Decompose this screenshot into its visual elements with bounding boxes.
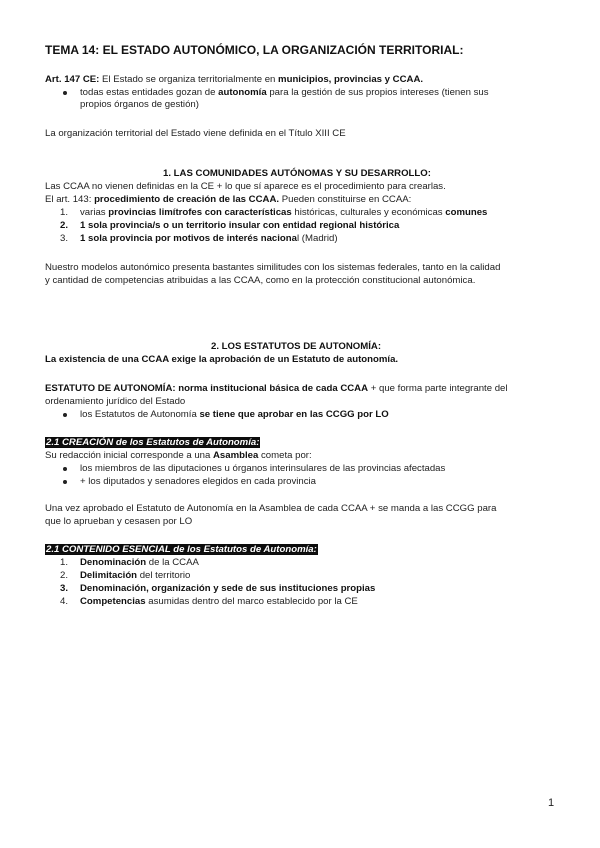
list-item — [80, 570, 190, 582]
estatuto-bullet-pre: los Estatutos de Autonomía — [80, 409, 200, 420]
list-item-pre: varias — [80, 207, 109, 218]
page-title: TEMA 14: EL ESTADO AUTONÓMICO, LA ORGANIZACIÓN TERRITORIAL: — [45, 43, 464, 57]
estatuto-definition-bold: ESTATUTO DE AUTONOMÍA: norma institucional básica de cada CCAA — [45, 383, 369, 394]
section2-heading: 2. LOS ESTATUTOS DE AUTONOMÍA: — [211, 341, 382, 352]
list-number: 3. — [59, 583, 68, 594]
list-item — [80, 583, 375, 595]
creation-bullet: + los diputados y senadores elegidos en cada provincia — [80, 476, 317, 487]
list-item-post: asumidas dentro del marco establecido por la CE — [145, 596, 358, 607]
section1-para-line2: y cantidad de competencias atribuidas a las CCAA, como en la protección constitucional autonómica. — [45, 275, 476, 286]
list-number: 1. — [59, 557, 68, 568]
page-number: 1 — [548, 797, 555, 809]
list-number: 1. — [59, 207, 68, 218]
creation-line-post: cometa por: — [258, 450, 312, 461]
creation-heading-text: 2.1 CREACIÓN de los Estatutos de Autonomía: — [46, 437, 260, 448]
list-number: 2. — [59, 570, 68, 581]
bullet-icon — [63, 480, 67, 484]
list-item-post: l (Madrid) — [297, 233, 338, 244]
creation-line — [45, 450, 312, 462]
list-item — [80, 207, 487, 219]
estatuto-definition-post: + que forma parte integrante del — [368, 383, 508, 394]
section1-para-line1: Nuestro modelos autonómico presenta bastantes similitudes con los sistemas federales, tanto en la calidad — [45, 262, 501, 273]
estatuto-bullet-bold: se tiene que aprobar en las CCGG por LO — [199, 409, 389, 420]
section1-line2-pre: El art. 143: — [45, 194, 95, 205]
approval-line1: Una vez aprobado el Estatuto de Autonomía en la Asamblea de cada CCAA + se manda a las CCGG para — [45, 503, 497, 514]
approval-line2: que lo aprueban y cesasen por LO — [45, 516, 193, 527]
list-item-bold: Delimitación — [80, 570, 138, 581]
list-item-bold: provincias limítrofes con características — [108, 207, 292, 218]
art147-bold: municipios, provincias y CCAA. — [278, 74, 424, 85]
estatuto-definition — [45, 383, 508, 395]
list-item-post: del territorio — [137, 570, 191, 581]
list-item-bold: Denominación — [80, 557, 147, 568]
list-item-post: de la CCAA — [146, 557, 199, 568]
content-heading-text: 2.1 CONTENIDO ESENCIAL de los Estatutos de Autonomía: — [46, 544, 317, 555]
list-item — [80, 233, 338, 245]
list-item-bold: Denominación, organización y sede de sus instituciones propias — [80, 583, 376, 594]
content-heading — [45, 544, 318, 556]
bullet-icon — [63, 467, 67, 471]
art147-bullet — [80, 87, 489, 99]
creation-heading — [45, 437, 260, 449]
list-item-bold2: comunes — [445, 207, 488, 218]
art147-label: Art. 147 CE: — [45, 74, 100, 85]
section1-line2-post: Pueden constituirse en CCAA: — [279, 194, 412, 205]
list-number: 2. — [59, 220, 68, 231]
art147-text: El Estado se organiza territorialmente en — [99, 74, 279, 85]
creation-line-pre: Su redacción inicial corresponde a una — [45, 450, 213, 461]
list-item-bold: 1 sola provincia por motivos de interés naciona — [80, 233, 297, 244]
art147-bullet-line2: propios órganos de gestión) — [80, 99, 199, 110]
creation-line-bold: Asamblea — [213, 450, 259, 461]
art147-line — [45, 74, 423, 86]
section1-line2-bold: procedimiento de creación de las CCAA. — [94, 194, 280, 205]
list-item-bold: Competencias — [80, 596, 146, 607]
estatuto-bullet — [80, 409, 389, 421]
section1-line2 — [45, 194, 411, 206]
bullet-icon — [63, 91, 67, 95]
creation-bullet: los miembros de las diputaciones u órganos interinsulares de las provincias afectadas — [80, 463, 446, 474]
list-item: 1 sola provincia/s o un territorio insular con entidad regional histórica — [80, 220, 400, 231]
list-item — [80, 557, 199, 569]
list-item — [80, 596, 358, 608]
section2-subheading: La existencia de una CCAA exige la aprobación de un Estatuto de autonomía. — [45, 354, 399, 365]
art147-bullet-pre: todas estas entidades gozan de — [80, 87, 219, 98]
bullet-icon — [63, 413, 67, 417]
organization-line: La organización territorial del Estado viene definida en el Título XIII CE — [45, 128, 346, 139]
list-item-mid: históricas, culturales y económicas — [291, 207, 446, 218]
art147-bullet-post: para la gestión de sus propios intereses (tienen sus — [266, 87, 489, 98]
list-number: 3. — [59, 233, 68, 244]
list-number: 4. — [59, 596, 68, 607]
section1-heading: 1. LAS COMUNIDADES AUTÓNOMAS Y SU DESARROLLO: — [163, 168, 431, 179]
estatuto-definition-line2: ordenamiento jurídico del Estado — [45, 396, 186, 407]
art147-bullet-bold: autonomía — [218, 87, 267, 98]
section1-line1: Las CCAA no vienen definidas en la CE + lo que sí aparece es el procedimiento para crearlas. — [45, 181, 446, 192]
